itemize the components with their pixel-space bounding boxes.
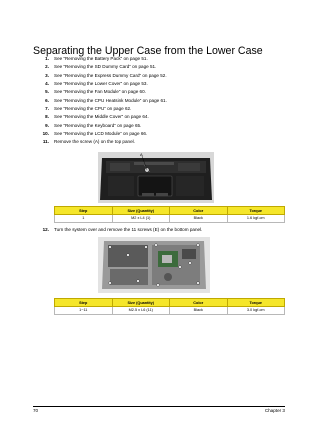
step-number: 11. <box>42 139 49 145</box>
step-item-12 <box>40 226 202 234</box>
cell-torque: 3.0 kgf-cm <box>227 307 285 315</box>
screw-spec-table-1 <box>54 206 285 223</box>
table-row <box>55 307 285 315</box>
step-item <box>40 88 167 96</box>
table-header-row <box>55 299 285 307</box>
header-torque: Torque <box>227 299 285 307</box>
step-number: 7. <box>45 106 49 112</box>
header-size: Size (Quantity) <box>112 207 170 215</box>
step-number: 9. <box>45 122 49 128</box>
cell-torque: 1.6 kgf-cm <box>227 215 285 223</box>
step-item <box>40 113 167 121</box>
header-size: Size (Quantity) <box>112 299 170 307</box>
step-text: See “Removing the Fan Module” on page 60. <box>54 89 146 95</box>
header-torque: Torque <box>227 207 285 215</box>
step-text: See “Removing the Keyboard” on page 65. <box>54 122 142 128</box>
laptop-top-panel-image <box>98 152 214 203</box>
step-item <box>40 80 167 88</box>
step-item <box>40 122 167 130</box>
step-item <box>40 55 167 63</box>
cell-size: M2.5 x L6 (11) <box>112 307 170 315</box>
header-color: Color <box>170 299 228 307</box>
step-item <box>40 138 167 146</box>
step-text: See “Removing the SD Dummy Card” on page 51. <box>54 64 157 70</box>
laptop-bottom-panel-image <box>98 237 210 293</box>
step-text: Turn the system over and remove the 11 screws (E) on the bottom panel. <box>54 227 203 232</box>
step-number: 1. <box>45 56 49 61</box>
step-text: See “Removing the Express Dummy Card” on page 52. <box>54 72 167 78</box>
header-step: Step <box>55 207 113 215</box>
step-item <box>40 97 167 105</box>
header-step: Step <box>55 299 113 307</box>
step-number: 4. <box>45 81 49 87</box>
step-text: See “Removing the Lower Cover” on page 53. <box>54 81 148 87</box>
cell-size: M2 x L4 (1) <box>112 215 170 223</box>
step-number: 6. <box>45 97 49 103</box>
cell-step: 1 <box>55 215 113 223</box>
step-number: 10. <box>42 131 49 137</box>
step-text: See “Removing the Middle Cover” on page 64. <box>54 114 149 120</box>
footer-divider <box>33 406 285 407</box>
chapter-label: Chapter 3 <box>264 408 285 413</box>
screw-spec-table-2 <box>54 298 285 315</box>
step-text: See “Removing the CPU” on page 62. <box>54 106 132 112</box>
step-number: 3. <box>45 72 49 78</box>
cell-color: Black <box>170 307 228 315</box>
cell-step: 1~11 <box>55 307 113 315</box>
step-number: 8. <box>45 114 49 120</box>
table-row <box>55 215 285 223</box>
step-item <box>40 130 167 138</box>
step-item <box>40 105 167 113</box>
step-list <box>40 55 167 147</box>
cell-color: Black <box>170 215 228 223</box>
step-text: Remove the screw (A) on the top panel. <box>54 139 135 145</box>
bottom-panel-photo <box>98 237 210 293</box>
header-color: Color <box>170 207 228 215</box>
step-text: See “Removing the LCD Module” on page 66. <box>54 131 148 137</box>
step-item <box>40 72 167 80</box>
page-title: Separating the Upper Case from the Lower Case <box>33 45 263 58</box>
step-number: 2. <box>45 64 49 70</box>
svg-text:A: A <box>140 152 143 157</box>
table-header-row <box>55 207 285 215</box>
step-number: 12. <box>42 227 49 232</box>
step-text: See “Removing the Battery Pack” on page 51. <box>54 56 148 61</box>
step-item <box>40 63 167 71</box>
top-panel-photo <box>98 152 214 203</box>
step-number: 5. <box>45 89 49 95</box>
page-number: 70 <box>33 408 39 413</box>
step-text: See “Removing the CPU Heatsink Module” on page 61. <box>54 97 167 103</box>
